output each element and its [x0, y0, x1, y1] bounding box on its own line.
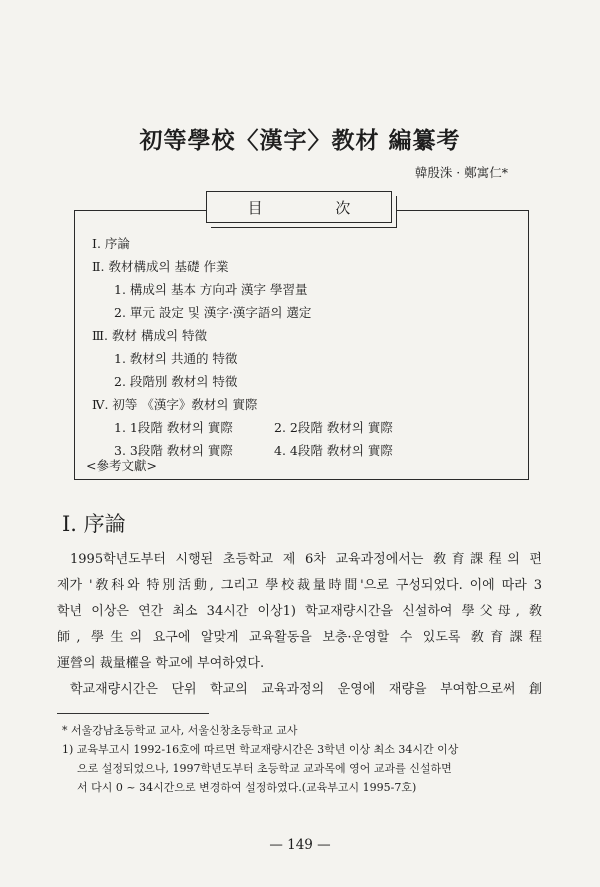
table-of-contents-box [74, 210, 529, 480]
body-line: 1995학년도부터 시행된 초등학교 제 6차 교육과정에서는 敎育課程의 편 [70, 552, 542, 567]
footnote: 1) 교육부고시 1992-16호에 따르면 학교재량시간은 3학년 이상 최소 34시간 이상 [62, 743, 459, 756]
footnote: 으로 설정되었으나, 1997학년도부터 초등학교 교과목에 영어 교과를 신설하면 [77, 762, 452, 775]
section-heading: Ⅰ. 序論 [62, 512, 126, 536]
body-line: 학교재량시간은 단위 학교의 교육과정의 운영에 재량을 부여함으로써 創 [70, 682, 542, 697]
toc-item: Ⅱ. 敎材構成의 基礎 作業 [92, 259, 229, 274]
toc-item: Ⅰ. 序論 [92, 236, 130, 251]
footnote: * 서울강남초등학교 교사, 서울신창초등학교 교사 [62, 724, 298, 737]
toc-item: Ⅲ. 敎材 構成의 特徵 [92, 328, 208, 343]
toc-item: 1. 1段階 敎材의 實際 [114, 420, 233, 435]
footnote: 서 다시 0 ~ 34시간으로 변경하여 설정하였다.(교육부고시 1995-7호) [77, 781, 417, 794]
page-number: — 149 — [269, 837, 331, 853]
toc-item: 3. 3段階 敎材의 實際 [114, 443, 233, 458]
toc-item: 2. 2段階 敎材의 實際 [274, 420, 393, 435]
paper-title: 初等學校〈漢字〉教材 編纂考 [139, 127, 461, 154]
authors: 韓殷洙 · 鄭寓仁* [414, 165, 508, 180]
body-line: 師, 學生의 요구에 알맞게 교육활동을 보충·운영할 수 있도록 敎育課程 [57, 630, 542, 645]
toc-item: 2. 段階別 敎材의 特徵 [114, 374, 238, 389]
toc-item: Ⅳ. 初等 《漢字》敎材의 實際 [92, 397, 258, 412]
body-line: 運營의 裁量權을 학교에 부여하였다. [57, 656, 265, 671]
body-line: 제가 '敎科와 特別活動, 그리고 學校裁量時間'으로 구성되었다. 이에 따라 3 [57, 578, 542, 593]
footnote-divider [57, 713, 209, 714]
toc-references: <參考文獻> [86, 458, 157, 473]
toc-heading: 目 次 [206, 191, 392, 223]
toc-item: 1. 構成의 基本 方向과 漢字 學習量 [114, 282, 308, 297]
toc-item: 1. 敎材의 共通的 特徵 [114, 351, 238, 366]
body-line: 학년 이상은 연간 최소 34시간 이상1) 학교재량시간을 신설하여 學父母, 敎 [57, 604, 542, 619]
toc-item: 2. 單元 設定 및 漢字·漢字語의 選定 [114, 305, 312, 320]
toc-item: 4. 4段階 敎材의 實際 [274, 443, 393, 458]
